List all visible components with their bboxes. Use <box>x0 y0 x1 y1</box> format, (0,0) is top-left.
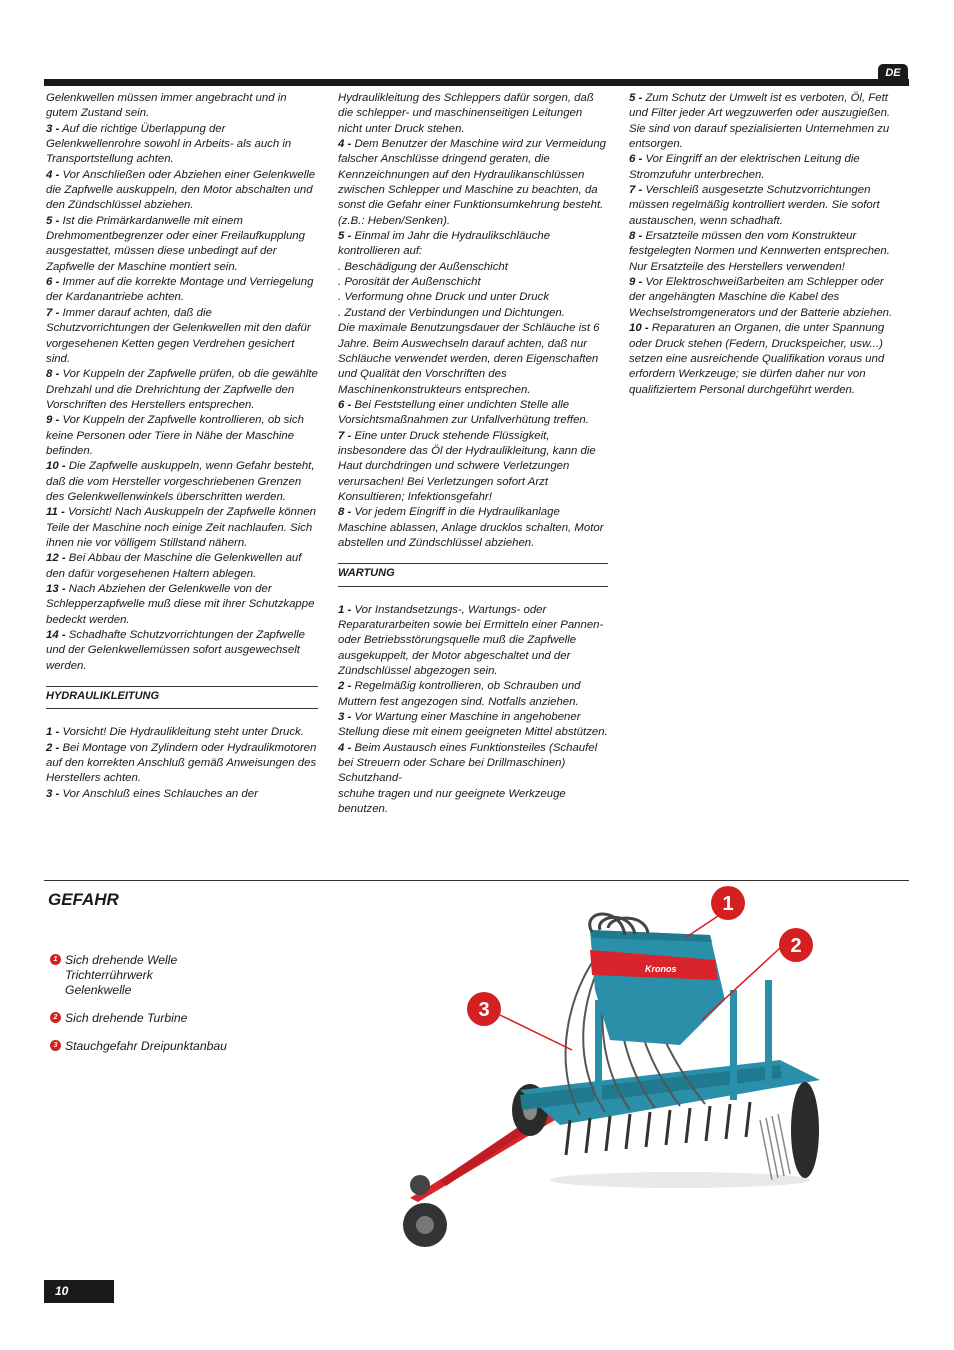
text-column-2 <box>338 91 608 817</box>
hazard-item <box>50 953 227 998</box>
paragraph-text: Vor Kuppeln der Zapfwelle kontrollieren, ob sich keine Personen oder Tiere in Nähe der Maschine befinden. <box>46 414 304 457</box>
paragraph-text: Die maximale Benutzungsdauer der Schläuche ist 6 Jahre. Beim Auswechseln darauf achten, daß nur Schläuche verwendet werden, deren Eigenschaften und Qualität den Vorschriften des Maschinenkonstrukteurs entsprechen. <box>338 322 600 396</box>
gefahr-title: GEFAHR <box>48 890 119 909</box>
paragraph <box>338 91 608 137</box>
header-rule <box>44 79 909 86</box>
paragraph-text: Schadhafte Schutzvorrichtungen der Zapfwelle und der Gelenkwellemüssen sofort ausgewechselt werden. <box>46 629 305 672</box>
paragraph-text: Bei Abbau der Maschine die Gelenkwellen auf den dafür vorgesehenen Haltern ablegen. <box>46 552 302 580</box>
paragraph-text: Gelenkwellen müssen immer angebracht und in gutem Zustand sein. <box>46 92 287 120</box>
paragraph <box>338 229 608 260</box>
hazard-text: Trichterrührwerk <box>65 968 153 982</box>
hazard-text: Stauchgefahr Dreipunktanbau <box>65 1039 227 1053</box>
paragraph-text: Vorsicht! Nach Auskuppeln der Zapfwelle können Teile der Maschine noch einige Zeit nachlaufen. Sich ihnen nie vor völligem Stillstand nähern. <box>46 506 316 549</box>
paragraph-text: Ersatzteile müssen den vom Konstrukteur festgelegten Normen und Kennwerten entsprechen. Nur Ersatzteile des Herstellers verwenden! <box>629 230 890 273</box>
paragraph <box>46 582 318 628</box>
hazard-number-badge: 3 <box>50 1040 61 1051</box>
svg-text:1: 1 <box>722 893 734 915</box>
item-number: 1 - <box>46 726 60 739</box>
paragraph <box>46 306 318 367</box>
paragraph <box>338 137 608 229</box>
callout-3 <box>467 992 501 1026</box>
page-number: 10 <box>44 1280 114 1303</box>
paragraph-text: Immer darauf achten, daß die Schutzvorrichtungen der Gelenkwellen mit den dafür vorgesehenen Ketten gegen Verdrehen gesichert sind. <box>46 306 311 365</box>
paragraph-text: Die Zapfwelle auskuppeln, wenn Gefahr besteht, daß die vom Hersteller vorgeschriebenen Grenzen des Gelenkwellenwinkels überschritten werden. <box>46 460 315 503</box>
paragraph <box>46 168 318 214</box>
paragraph <box>46 628 318 674</box>
item-number: 14 - <box>46 629 66 642</box>
item-number: 11 - <box>46 506 65 519</box>
item-number: 7 - <box>338 429 352 442</box>
item-number: 5 - <box>338 230 352 243</box>
item-number: 3 - <box>46 787 60 800</box>
paragraph-text: Auf die richtige Überlappung der Gelenkwellenrohre sowohl in Arbeits- als auch in Transportstellung achten. <box>46 122 292 166</box>
hazard-text: Sich drehende Welle <box>65 953 178 967</box>
seed-drill-illustration <box>380 880 820 1270</box>
item-number: 3 - <box>46 122 60 135</box>
paragraph-text: Ist die Primärkardanwelle mit einem Drehmomentbegrenzer oder einer Freilaufkupplung ausgestattet, müssen diese unbedingt auf der Zapfwelle der Maschine montiert sein. <box>46 214 305 273</box>
paragraph <box>46 367 318 413</box>
paragraph <box>46 413 318 459</box>
item-number: 4 - <box>338 741 352 754</box>
paragraph <box>338 306 608 321</box>
hazard-item <box>50 1039 227 1054</box>
paragraph-text: . Zustand der Verbindungen und Dichtungen. <box>338 306 565 319</box>
paragraph <box>338 398 608 429</box>
item-number: 2 - <box>46 741 60 754</box>
paragraph-text: Einmal im Jahr die Hydraulikschläuche kontrollieren auf: <box>338 230 551 258</box>
paragraph-text: Vor Eingriff an der elektrischen Leitung die Stromzufuhr unterbrechen. <box>629 153 860 181</box>
paragraph <box>338 275 608 290</box>
hazard-number-badge: 2 <box>50 1012 61 1023</box>
item-number: 4 - <box>338 138 352 151</box>
language-tab: DE <box>878 64 908 82</box>
paragraph-text: . Beschädigung der Außenschicht <box>338 260 508 273</box>
paragraph <box>46 275 318 306</box>
paragraph <box>338 505 608 551</box>
svg-text:2: 2 <box>790 935 802 957</box>
paragraph-text: Zum Schutz der Umwelt ist es verboten, Öl, Fett und Filter jeder Art wegzuwerfen oder auszugießen. Sie sind von darauf spezialisierten Unternehmen zu entsorgen. <box>629 92 891 151</box>
paragraph <box>629 91 901 152</box>
item-number: 9 - <box>46 414 60 427</box>
paragraph-text: Vor Anschließen oder Abziehen einer Gelenkwelle die Zapfwelle auskuppeln, den Motor abschalten und den Zündschlüssel abziehen. <box>46 168 316 212</box>
hazard-number-badge: 1 <box>50 954 61 965</box>
item-number: 10 - <box>629 322 649 335</box>
paragraph-text: Regelmäßig kontrollieren, ob Schrauben und Muttern fest angezogen sind. Notfalls anziehen. <box>338 680 581 708</box>
paragraph-text: Immer auf die korrekte Montage und Verriegelung der Kardanantriebe achten. <box>46 276 314 304</box>
paragraph <box>629 275 901 321</box>
paragraph-text: Vor Instandsetzungs-, Wartungs- oder Reparaturarbeiten sowie bei Ermitteln einer Pannen- oder Betriebsstörungsquelle muß die Zapfwelle ausgekuppelt, der Motor abgeschaltet und der Zündschlüssel abgezogen sein. <box>338 603 604 678</box>
paragraph <box>629 321 901 398</box>
item-number: 5 - <box>629 92 643 104</box>
paragraph <box>46 91 318 122</box>
paragraph <box>46 122 318 168</box>
paragraph <box>338 603 608 680</box>
paragraph <box>338 787 608 818</box>
paragraph <box>46 505 318 551</box>
paragraph-text: Vor Elektroschweißarbeiten am Schlepper oder der angehängten Maschine die Kabel des Wechselstromgenerators und der Batterie abziehen. <box>629 276 893 319</box>
paragraph <box>338 710 608 741</box>
paragraph-text: . Verformung ohne Druck und unter Druck <box>338 291 550 304</box>
paragraph-text: . Porosität der Außenschicht <box>338 276 481 289</box>
hazard-legend <box>50 953 227 1067</box>
paragraph <box>629 152 901 183</box>
paragraph <box>338 429 608 506</box>
paragraph-text: Vor jedem Eingriff in die Hydraulikanlage Maschine ablassen, Anlage drucklos schalten, Motor abstellen und Zündschlüssel abziehen. <box>338 506 604 549</box>
paragraph <box>46 551 318 582</box>
paragraph <box>338 741 608 787</box>
item-number: 4 - <box>46 168 60 181</box>
callout-2 <box>779 928 813 962</box>
text-column-1 <box>46 91 318 802</box>
paragraph <box>46 725 318 740</box>
item-number: 1 - <box>338 603 352 616</box>
paragraph <box>46 214 318 275</box>
svg-text:3: 3 <box>478 999 490 1021</box>
paragraph-text: Beim Austausch eines Funktionsteiles (Schaufel bei Streuern oder Schare bei Drillmaschinen) Schutzhand- <box>338 741 598 785</box>
paragraph <box>338 260 608 275</box>
item-number: 7 - <box>629 184 643 197</box>
brand-logo: Kronos <box>645 964 677 974</box>
item-number: 5 - <box>46 214 60 227</box>
paragraph <box>46 741 318 787</box>
paragraph-text: Eine unter Druck stehende Flüssigkeit, insbesondere das Öl der Hydraulikleitung, kann die Haut durchdringen und schwere Verletzungen verursachen! Bei Verletzungen sofort Arzt Konsultieren; Infektionsgefahr! <box>338 429 596 503</box>
paragraph-text: Bei Feststellung einer undichten Stelle alle Vorsichtsmaßnahmen zur Unfallverhütung treffen. <box>338 398 589 427</box>
item-number: 9 - <box>629 276 643 289</box>
item-number: 12 - <box>46 552 66 565</box>
paragraph-text: Reparaturen an Organen, die unter Spannung oder Druck stehen (Federn, Druckspeicher, usw...) setzen eine ausreichende Qualifikation voraus und erfordern Werkzeuge; sie dürfen daher nur von qualifiziertem Personal durchgeführt werden. <box>629 322 885 396</box>
item-number: 8 - <box>338 506 352 519</box>
item-number: 6 - <box>46 276 60 289</box>
paragraph <box>629 229 901 275</box>
section-heading: WARTUNG <box>338 563 608 586</box>
item-number: 6 - <box>338 398 352 411</box>
paragraph <box>46 459 318 505</box>
paragraph-text: Nach Abziehen der Gelenkwelle von der Schlepperzapfwelle muß diese mit ihrer Schutzkappe bedeckt werden. <box>46 583 315 626</box>
paragraph <box>46 787 318 802</box>
paragraph <box>338 321 608 398</box>
text-column-3 <box>629 91 901 398</box>
item-number: 3 - <box>338 711 352 724</box>
callout-1 <box>711 886 745 920</box>
hazard-item <box>50 1011 227 1026</box>
paragraph <box>629 183 901 229</box>
hazard-text: Gelenkwelle <box>65 983 132 997</box>
item-number: 8 - <box>629 230 643 243</box>
seed-hopper <box>590 930 725 1045</box>
paragraph-text: Hydraulikleitung des Schleppers dafür sorgen, daß die schlepper- und maschinenseitigen Leitungen nicht unter Druck stehen. <box>338 92 594 135</box>
paragraph-text: Vor Wartung einer Maschine in angehobener Stellung diese mit einem geeigneten Mittel abstützen. <box>338 711 608 739</box>
item-number: 13 - <box>46 583 66 595</box>
rear-roller <box>791 1082 819 1178</box>
item-number: 6 - <box>629 153 643 166</box>
paragraph-text: schuhe tragen und nur geeignete Werkzeuge benutzen. <box>338 787 566 816</box>
item-number: 8 - <box>46 368 60 381</box>
paragraph <box>338 290 608 305</box>
item-number: 2 - <box>338 680 352 693</box>
paragraph-text: Vorsicht! Die Hydraulikleitung steht unter Druck. <box>59 726 304 739</box>
paragraph-text: Vor Anschluß eines Schlauches an der <box>59 787 258 800</box>
paragraph <box>338 679 608 710</box>
hazard-text: Sich drehende Turbine <box>65 1011 188 1025</box>
paragraph-text: Vor Kuppeln der Zapfwelle prüfen, ob die gewählte Drehzahl und die Drehrichtung der Zapfwelle den Vorschriften des Herstellers entsprechen. <box>46 368 318 411</box>
item-number: 10 - <box>46 460 66 473</box>
paragraph-text: Bei Montage von Zylindern oder Hydraulikmotoren auf den korrekten Anschluß gemäß Anweisungen des Herstellers achten. <box>46 741 317 785</box>
paragraph-text: Dem Benutzer der Maschine wird zur Vermeidung falscher Anschlüsse dringend geraten, die Kennzeichnungen auf den Hydraulikanschlüssen zwischen Schlepper und Maschine zu beachten, da sonst die Gefahr einer Funktionsumkehrung besteht. (z.B.: Heben/Senken). <box>338 138 607 227</box>
section-heading: HYDRAULIKLEITUNG <box>46 686 318 709</box>
paragraph-text: Verschleiß ausgesetzte Schutzvorrichtungen müssen regelmäßig kontrolliert werden. Sie sofort austauschen, wenn schadhaft. <box>629 184 880 227</box>
item-number: 7 - <box>46 306 60 319</box>
